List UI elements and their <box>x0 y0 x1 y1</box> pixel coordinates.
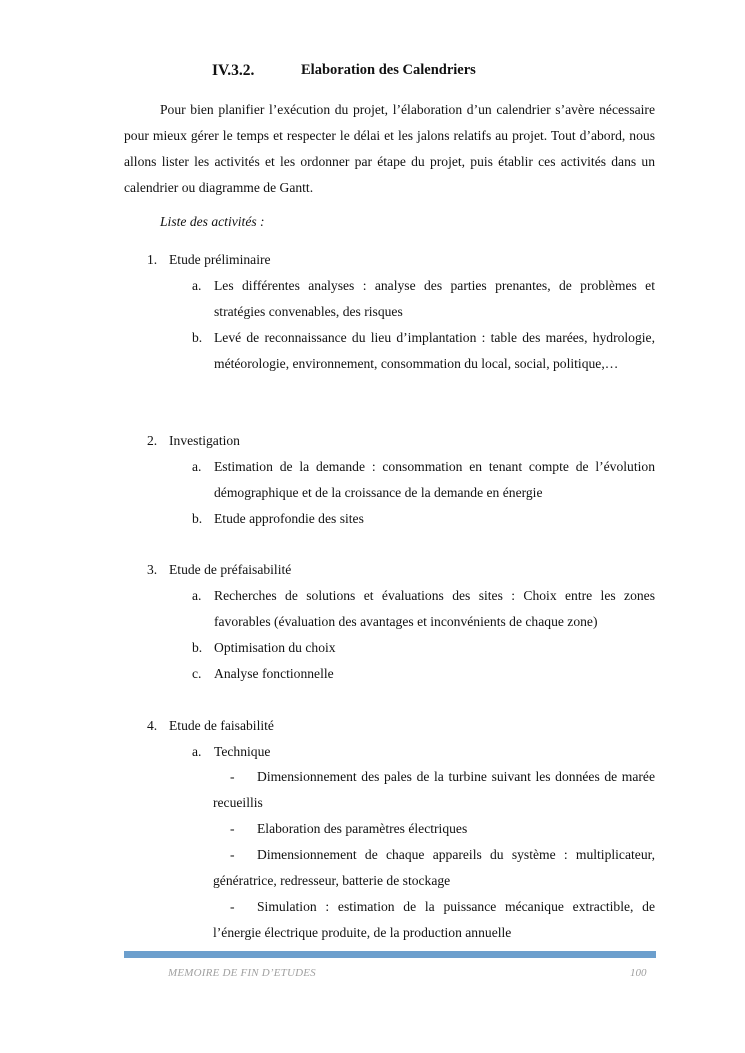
activity-3a-letter: a. <box>192 588 202 603</box>
activity-3b-letter: b. <box>192 640 203 655</box>
activity-1b-text: Levé de reconnaissance du lieu d’implantation : table des marées, hydrologie, météorologie, environnement, consommation du local, social, politique,… <box>214 330 655 371</box>
activity-3-title: Etude de préfaisabilité <box>169 562 292 577</box>
activity-3-number: 3. <box>147 562 158 577</box>
activity-2-title: Investigation <box>169 433 240 448</box>
intro-text: Pour bien planifier l’exécution du projet, l’élaboration d’un calendrier s’avère nécessaire pour mieux gérer le temps et respecter le délai et les jalons relatifs au projet. Tout d’abord, nous allons lister les activités et les ordonner par étape du projet, puis établir ces activités dans un calendrier ou diagramme de Gantt. <box>124 102 655 195</box>
activity-4a-letter: a. <box>192 744 202 759</box>
section-number: IV.3.2. <box>212 62 255 79</box>
subitem-3-text: Dimensionnement de chaque appareils du système : multiplicateur, génératrice, redresseur, batterie de stockage <box>213 847 655 888</box>
subitem-4-dash: - <box>230 899 235 914</box>
activity-3b-text: Optimisation du choix <box>214 640 336 655</box>
activity-4-title: Etude de faisabilité <box>169 718 274 733</box>
activity-1a-text: Les différentes analyses : analyse des parties prenantes, de problèmes et stratégies convenables, des risques <box>214 278 655 319</box>
activity-2a-text: Estimation de la demande : consommation en tenant compte de l’évolution démographique et de la croissance de la demande en énergie <box>214 459 655 500</box>
subitem-4-text: Simulation : estimation de la puissance mécanique extractible, de l’énergie électrique produite, de la production annuelle <box>213 899 655 940</box>
subitem-2-dash: - <box>230 821 235 836</box>
subitem-3-dash: - <box>230 847 235 862</box>
activity-3c-text: Analyse fonctionnelle <box>214 666 334 681</box>
activity-3a-text: Recherches de solutions et évaluations des sites : Choix entre les zones favorables (évaluation des avantages et inconvénients de chaque zone) <box>214 588 655 629</box>
footer-title: MEMOIRE DE FIN D’ETUDES <box>168 967 316 979</box>
activity-2b-letter: b. <box>192 511 203 526</box>
activity-1-number: 1. <box>147 252 158 267</box>
activity-2b-text: Etude approfondie des sites <box>214 511 364 526</box>
activity-1a-letter: a. <box>192 278 202 293</box>
section-title: Elaboration des Calendriers <box>301 62 476 78</box>
subitem-2-text: Elaboration des paramètres électriques <box>257 821 468 836</box>
activity-1b-letter: b. <box>192 330 203 345</box>
activity-4-number: 4. <box>147 718 158 733</box>
activity-1-title: Etude préliminaire <box>169 252 271 267</box>
list-label: Liste des activités : <box>160 214 265 229</box>
page-number: 100 <box>630 967 647 979</box>
subitem-1-text: Dimensionnement des pales de la turbine suivant les données de marée recueillis <box>213 769 655 810</box>
activity-2a-letter: a. <box>192 459 202 474</box>
activity-2-number: 2. <box>147 433 158 448</box>
activity-3c-letter: c. <box>192 666 202 681</box>
footer-rule <box>124 951 656 958</box>
activity-4a-text: Technique <box>214 744 271 759</box>
subitem-1-dash: - <box>230 769 235 784</box>
intro-paragraph <box>124 97 655 201</box>
